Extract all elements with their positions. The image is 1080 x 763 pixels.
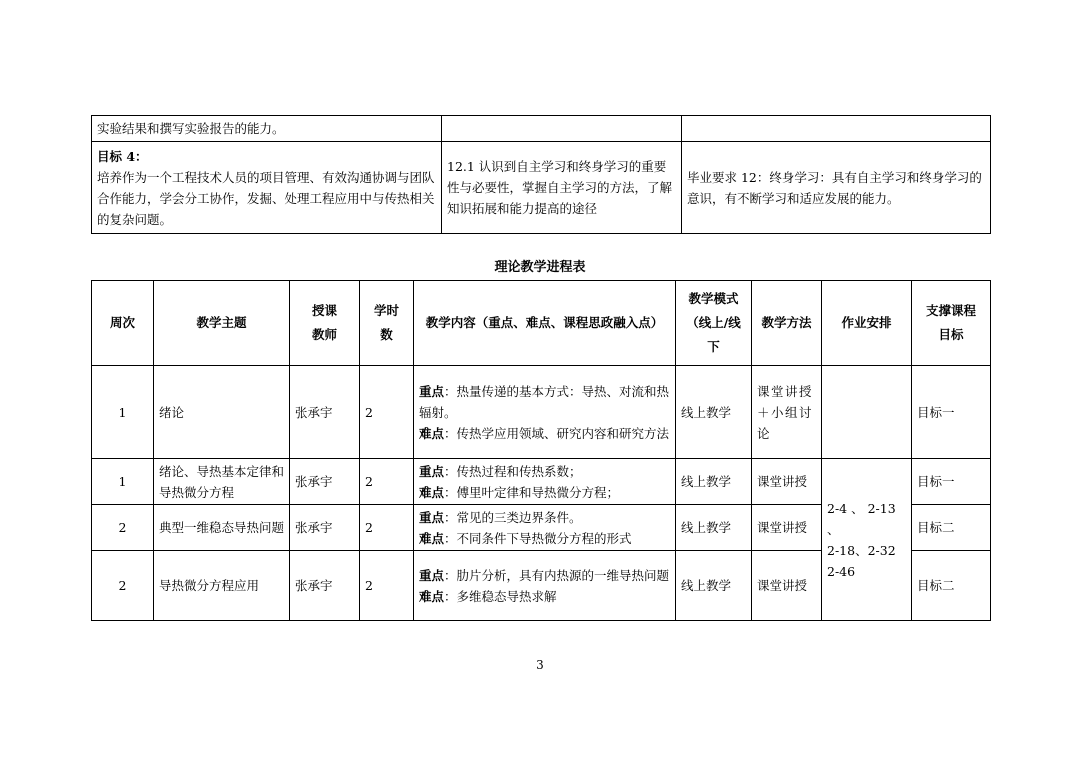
row-homework-empty: [822, 366, 912, 459]
homework-line: 2-18、2-32: [827, 542, 896, 558]
row-teacher: 张承宇: [290, 366, 360, 459]
row-week: 2: [92, 505, 154, 551]
header-content: 教学内容（重点、难点、课程思政融入点）: [414, 281, 676, 366]
header-teacher: 授课 教师: [290, 281, 360, 366]
row-homework: [822, 459, 912, 621]
row-mode: 线上教学: [676, 366, 752, 459]
row-hours: 2: [360, 551, 414, 621]
header-topic: 教学主题: [154, 281, 290, 366]
row-topic: 绪论: [154, 366, 290, 459]
row-content: 重点：传热过程和传热系数； 难点：傅里叶定律和导热微分方程；: [414, 459, 676, 505]
header-homework: 作业安排: [822, 281, 912, 366]
row-content: 重点：热量传递的基本方式：导热、对流和热辐射。 难点：传热学应用领域、研究内容和研究方法: [414, 366, 676, 459]
row-goal: 目标一: [912, 366, 991, 459]
row-hours: 2: [360, 366, 414, 459]
progress-table: [91, 280, 991, 621]
homework-line: 2-4 、 2-13 、: [827, 500, 896, 537]
row-goal: 目标二: [912, 551, 991, 621]
row-topic: 绪论、导热基本定律和导热微分方程: [154, 459, 290, 505]
requirement-cell: [682, 116, 991, 142]
requirement-12-cell: 毕业要求 12：终身学习：具有自主学习和终身学习的意识，有不断学习和适应发展的能力。: [682, 142, 991, 234]
row-goal: 目标二: [912, 505, 991, 551]
row-week: 1: [92, 366, 154, 459]
row-mode: 线上教学: [676, 459, 752, 505]
row-method: 课堂讲授: [752, 551, 822, 621]
page-number: 3: [536, 658, 544, 672]
objectives-cell: 实验结果和撰写实验报告的能力。: [92, 116, 442, 142]
header-week: 周次: [92, 281, 154, 366]
row-topic: 导热微分方程应用: [154, 551, 290, 621]
row-content: 重点：肋片分析，具有内热源的一维导热问题 难点：多维稳态导热求解: [414, 551, 676, 621]
objective-4-cell: [92, 142, 442, 234]
row-teacher: 张承宇: [290, 551, 360, 621]
header-row: [92, 281, 991, 366]
row-method: 课堂讲授: [752, 505, 822, 551]
row-method: 课堂讲授: [752, 459, 822, 505]
indicator-12-1-cell: 12.1 认识到自主学习和终身学习的重要性与必要性，掌握自主学习的方法，了解知识拓展和能力提高的途径: [442, 142, 682, 234]
table-row: [92, 459, 991, 505]
row-hours: 2: [360, 459, 414, 505]
row-teacher: 张承宇: [290, 459, 360, 505]
progress-table-title: 理论教学进程表: [494, 260, 586, 275]
row-topic: 典型一维稳态导热问题: [154, 505, 290, 551]
homework-line: 2-46: [827, 563, 856, 579]
header-mode: 教学模式 （线上/线 下: [676, 281, 752, 366]
row-method: 课堂讲授＋小组讨论: [752, 366, 822, 459]
header-hours: 学时 数: [360, 281, 414, 366]
objective-4-heading: 目标 4：: [97, 148, 148, 164]
header-goal: 支撑课程 目标: [912, 281, 991, 366]
header-method: 教学方法: [752, 281, 822, 366]
row-mode: 线上教学: [676, 551, 752, 621]
indicator-cell: [442, 116, 682, 142]
row-hours: 2: [360, 505, 414, 551]
row-week: 1: [92, 459, 154, 505]
row-teacher: 张承宇: [290, 505, 360, 551]
table-row: [92, 366, 991, 459]
objectives-table: [91, 115, 991, 234]
objective-4-description: 培养作为一个工程技术人员的项目管理、有效沟通协调与团队合作能力，学会分工协作，发掘、处理工程应用中与传热相关的复杂问题。: [97, 169, 435, 227]
row-mode: 线上教学: [676, 505, 752, 551]
row-goal: 目标一: [912, 459, 991, 505]
row-week: 2: [92, 551, 154, 621]
row-content: 重点：常见的三类边界条件。 难点：不同条件下导热微分方程的形式: [414, 505, 676, 551]
